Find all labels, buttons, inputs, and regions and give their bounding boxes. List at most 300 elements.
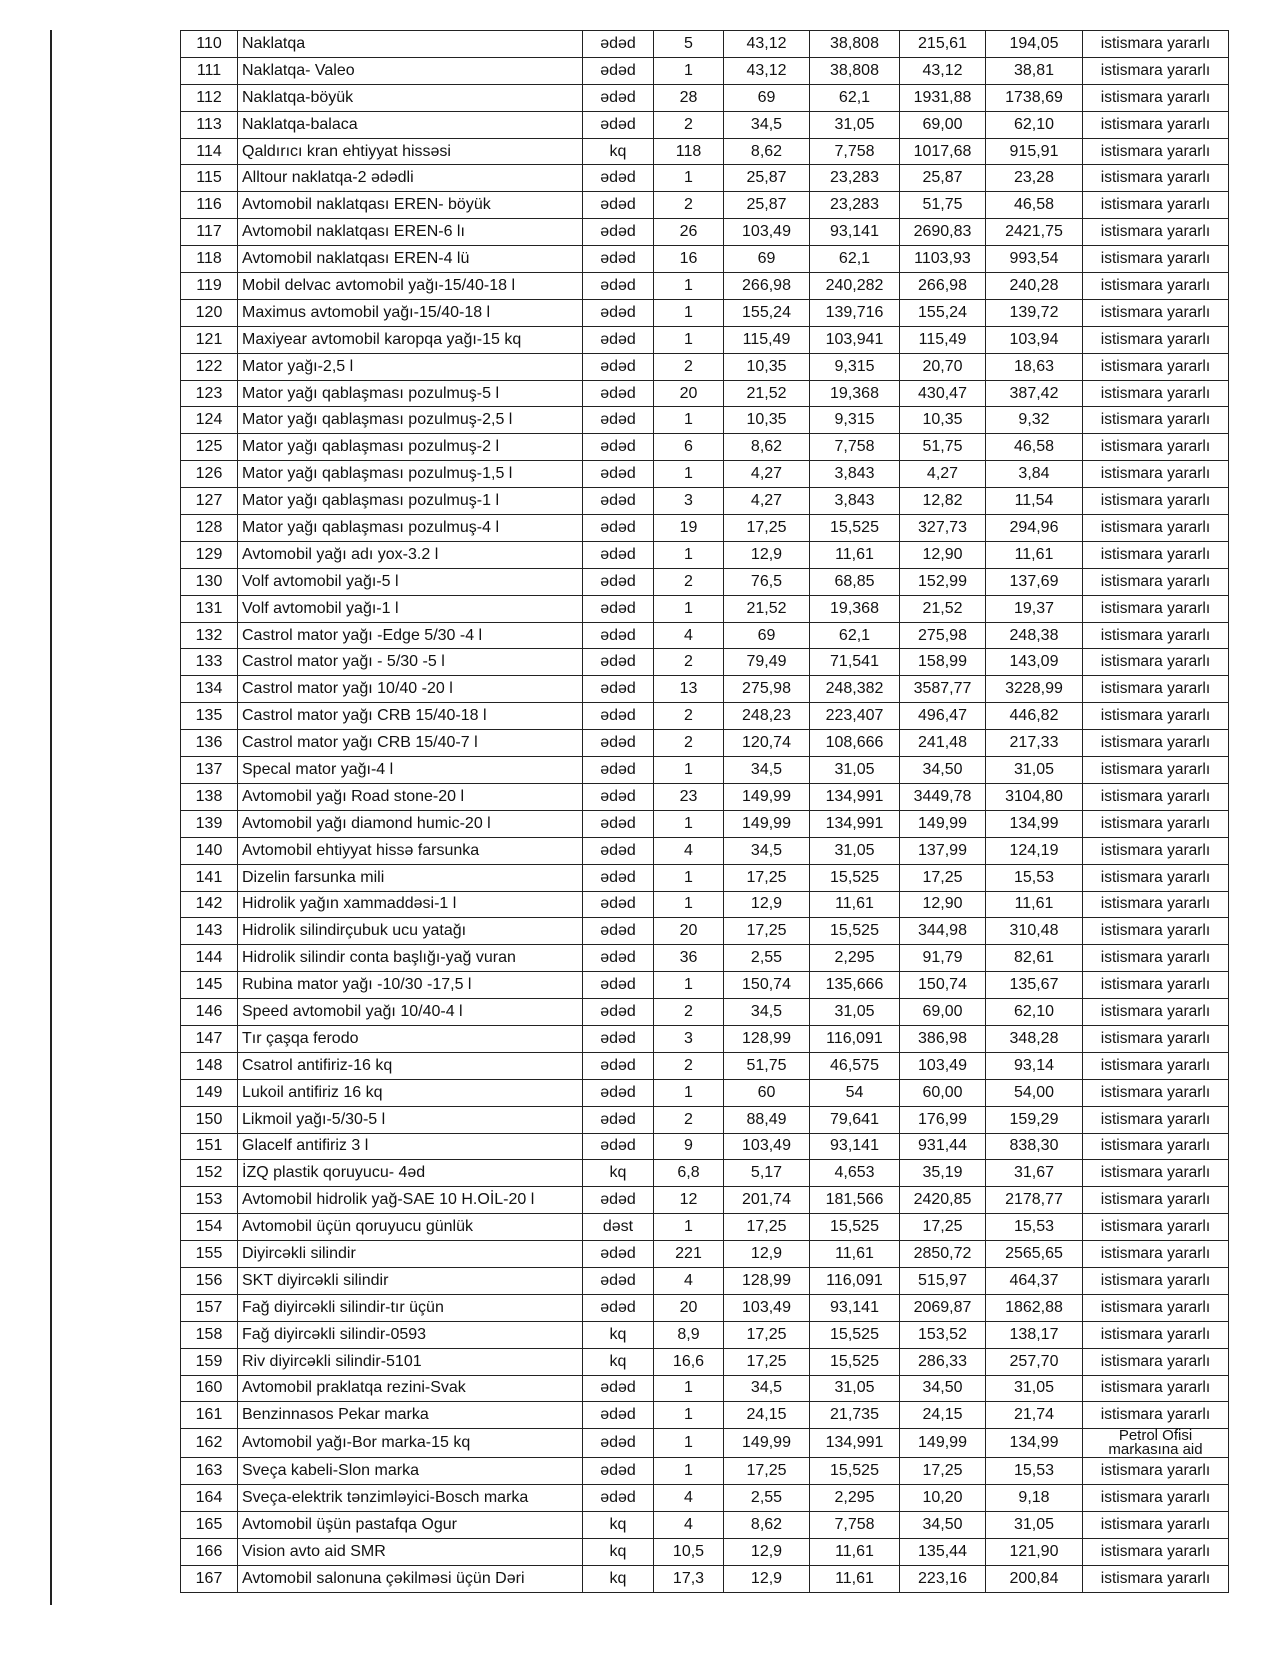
inventory-table-body — [181, 31, 1229, 1593]
cell-unit: ədəd — [583, 1485, 654, 1512]
cell-item-name: Maxiyear avtomobil karopqa yağı-15 kq — [238, 326, 583, 353]
cell-total: 21,52 — [900, 595, 986, 622]
cell-number: 120 — [181, 299, 238, 326]
cell-item-name: Avtomobil naklatqası EREN-4 lü — [238, 246, 583, 273]
cell-unit: ədəd — [583, 219, 654, 246]
cell-total: 34,50 — [900, 1512, 986, 1539]
cell-total-adjusted: 121,90 — [986, 1538, 1083, 1565]
cell-unit-price: 17,25 — [724, 515, 810, 542]
cell-number: 156 — [181, 1267, 238, 1294]
cell-number: 129 — [181, 541, 238, 568]
cell-unit-price: 10,35 — [724, 407, 810, 434]
cell-unit-price: 8,62 — [724, 1512, 810, 1539]
cell-quantity: 6,8 — [654, 1160, 724, 1187]
cell-quantity: 1 — [654, 461, 724, 488]
cell-unit-price-adjusted: 11,61 — [810, 541, 900, 568]
cell-number: 136 — [181, 730, 238, 757]
cell-unit: ədəd — [583, 757, 654, 784]
cell-quantity: 20 — [654, 1294, 724, 1321]
cell-total-adjusted: 31,05 — [986, 1375, 1083, 1402]
cell-unit-price: 128,99 — [724, 1267, 810, 1294]
cell-quantity: 2 — [654, 999, 724, 1026]
cell-total-adjusted: 15,53 — [986, 1458, 1083, 1485]
cell-status: istismara yararlı — [1083, 246, 1229, 273]
cell-total: 223,16 — [900, 1565, 986, 1592]
cell-unit-price-adjusted: 62,1 — [810, 622, 900, 649]
cell-total: 2069,87 — [900, 1294, 986, 1321]
cell-unit-price: 88,49 — [724, 1106, 810, 1133]
cell-item-name: Volf avtomobil yağı-1 l — [238, 595, 583, 622]
cell-number: 116 — [181, 192, 238, 219]
cell-status: istismara yararlı — [1083, 1187, 1229, 1214]
cell-unit-price-adjusted: 31,05 — [810, 837, 900, 864]
cell-quantity: 9 — [654, 1133, 724, 1160]
cell-quantity: 6 — [654, 434, 724, 461]
cell-total-adjusted: 257,70 — [986, 1348, 1083, 1375]
inventory-table — [180, 30, 1229, 1593]
cell-unit-price-adjusted: 134,991 — [810, 783, 900, 810]
cell-unit-price: 17,25 — [724, 864, 810, 891]
cell-quantity: 1 — [654, 757, 724, 784]
cell-status: istismara yararlı — [1083, 84, 1229, 111]
cell-total: 515,97 — [900, 1267, 986, 1294]
cell-item-name: Avtomobil naklatqası EREN- böyük — [238, 192, 583, 219]
table-row — [181, 461, 1229, 488]
cell-total-adjusted: 134,99 — [986, 1429, 1083, 1458]
cell-unit-price-adjusted: 240,282 — [810, 273, 900, 300]
cell-total-adjusted: 82,61 — [986, 945, 1083, 972]
cell-item-name: Dizelin farsunka mili — [238, 864, 583, 891]
cell-number: 159 — [181, 1348, 238, 1375]
cell-total: 1017,68 — [900, 138, 986, 165]
cell-total-adjusted: 31,05 — [986, 1512, 1083, 1539]
cell-unit-price-adjusted: 19,368 — [810, 380, 900, 407]
cell-total: 25,87 — [900, 165, 986, 192]
cell-unit: ədəd — [583, 837, 654, 864]
cell-unit-price-adjusted: 15,525 — [810, 1348, 900, 1375]
cell-status: istismara yararlı — [1083, 1133, 1229, 1160]
cell-unit-price-adjusted: 9,315 — [810, 407, 900, 434]
cell-total-adjusted: 103,94 — [986, 326, 1083, 353]
cell-status: istismara yararlı — [1083, 299, 1229, 326]
cell-total-adjusted: 46,58 — [986, 434, 1083, 461]
cell-unit: ədəd — [583, 1079, 654, 1106]
cell-unit-price: 2,55 — [724, 1485, 810, 1512]
cell-unit-price: 155,24 — [724, 299, 810, 326]
cell-unit-price-adjusted: 54 — [810, 1079, 900, 1106]
cell-unit-price-adjusted: 11,61 — [810, 1241, 900, 1268]
cell-status: istismara yararlı — [1083, 757, 1229, 784]
cell-unit: ədəd — [583, 1294, 654, 1321]
cell-total-adjusted: 217,33 — [986, 730, 1083, 757]
cell-total-adjusted: 11,54 — [986, 488, 1083, 515]
cell-item-name: Mator yağı-2,5 l — [238, 353, 583, 380]
cell-item-name: Castrol mator yağı 10/40 -20 l — [238, 676, 583, 703]
table-row — [181, 380, 1229, 407]
cell-unit: kq — [583, 1565, 654, 1592]
cell-number: 153 — [181, 1187, 238, 1214]
cell-unit: ədəd — [583, 273, 654, 300]
cell-unit-price: 34,5 — [724, 757, 810, 784]
cell-number: 163 — [181, 1458, 238, 1485]
cell-total: 69,00 — [900, 111, 986, 138]
cell-total: 386,98 — [900, 1025, 986, 1052]
cell-total-adjusted: 31,67 — [986, 1160, 1083, 1187]
cell-item-name: Mator yağı qablaşması pozulmuş-2,5 l — [238, 407, 583, 434]
cell-total-adjusted: 294,96 — [986, 515, 1083, 542]
cell-unit-price-adjusted: 15,525 — [810, 918, 900, 945]
cell-total-adjusted: 11,61 — [986, 891, 1083, 918]
cell-item-name: Speed avtomobil yağı 10/40-4 l — [238, 999, 583, 1026]
cell-total: 103,49 — [900, 1052, 986, 1079]
cell-total-adjusted: 159,29 — [986, 1106, 1083, 1133]
cell-unit: ədəd — [583, 407, 654, 434]
cell-quantity: 1 — [654, 1458, 724, 1485]
cell-total-adjusted: 11,61 — [986, 541, 1083, 568]
cell-item-name: Avtomobil praklatqa rezini-Svak — [238, 1375, 583, 1402]
cell-unit-price: 12,9 — [724, 541, 810, 568]
cell-unit-price: 76,5 — [724, 568, 810, 595]
cell-quantity: 1 — [654, 972, 724, 999]
cell-total: 2850,72 — [900, 1241, 986, 1268]
cell-quantity: 1 — [654, 810, 724, 837]
cell-quantity: 2 — [654, 730, 724, 757]
cell-total: 149,99 — [900, 1429, 986, 1458]
cell-number: 164 — [181, 1485, 238, 1512]
cell-unit: ədəd — [583, 246, 654, 273]
cell-status: istismara yararlı — [1083, 891, 1229, 918]
table-row — [181, 407, 1229, 434]
table-row — [181, 972, 1229, 999]
cell-quantity: 19 — [654, 515, 724, 542]
cell-item-name: Volf avtomobil yağı-5 l — [238, 568, 583, 595]
table-row — [181, 219, 1229, 246]
cell-total-adjusted: 23,28 — [986, 165, 1083, 192]
cell-total: 51,75 — [900, 192, 986, 219]
cell-status: istismara yararlı — [1083, 111, 1229, 138]
cell-quantity: 2 — [654, 353, 724, 380]
cell-unit-price: 43,12 — [724, 31, 810, 58]
cell-unit-price: 150,74 — [724, 972, 810, 999]
table-row — [181, 1458, 1229, 1485]
cell-number: 121 — [181, 326, 238, 353]
table-row — [181, 783, 1229, 810]
cell-number: 128 — [181, 515, 238, 542]
cell-quantity: 17,3 — [654, 1565, 724, 1592]
cell-quantity: 12 — [654, 1187, 724, 1214]
cell-total: 69,00 — [900, 999, 986, 1026]
cell-unit-price-adjusted: 9,315 — [810, 353, 900, 380]
cell-number: 152 — [181, 1160, 238, 1187]
cell-status: istismara yararlı — [1083, 138, 1229, 165]
cell-item-name: Alltour naklatqa-2 ədədli — [238, 165, 583, 192]
table-row — [181, 1402, 1229, 1429]
cell-unit-price-adjusted: 68,85 — [810, 568, 900, 595]
cell-unit-price: 34,5 — [724, 999, 810, 1026]
cell-unit-price: 34,5 — [724, 111, 810, 138]
cell-unit: ədəd — [583, 622, 654, 649]
cell-number: 112 — [181, 84, 238, 111]
table-row — [181, 138, 1229, 165]
table-row — [181, 730, 1229, 757]
cell-quantity: 4 — [654, 837, 724, 864]
cell-quantity: 1 — [654, 57, 724, 84]
cell-number: 157 — [181, 1294, 238, 1321]
cell-unit-price: 149,99 — [724, 810, 810, 837]
cell-unit-price: 25,87 — [724, 192, 810, 219]
cell-total: 286,33 — [900, 1348, 986, 1375]
cell-item-name: Naklatqa-balaca — [238, 111, 583, 138]
table-row — [181, 1565, 1229, 1592]
table-row — [181, 891, 1229, 918]
cell-total: 51,75 — [900, 434, 986, 461]
cell-unit: ədəd — [583, 595, 654, 622]
cell-total-adjusted: 387,42 — [986, 380, 1083, 407]
cell-quantity: 1 — [654, 864, 724, 891]
cell-quantity: 3 — [654, 1025, 724, 1052]
table-row — [181, 703, 1229, 730]
cell-status: istismara yararlı — [1083, 730, 1229, 757]
table-row — [181, 1133, 1229, 1160]
cell-quantity: 1 — [654, 1214, 724, 1241]
cell-status: istismara yararlı — [1083, 1402, 1229, 1429]
cell-item-name: Avtomobil hidrolik yağ-SAE 10 H.OİL-20 l — [238, 1187, 583, 1214]
cell-unit-price: 69 — [724, 246, 810, 273]
cell-item-name: Fağ diyircəkli silindir-0593 — [238, 1321, 583, 1348]
cell-number: 139 — [181, 810, 238, 837]
cell-total-adjusted: 240,28 — [986, 273, 1083, 300]
cell-number: 119 — [181, 273, 238, 300]
table-row — [181, 1348, 1229, 1375]
cell-total-adjusted: 993,54 — [986, 246, 1083, 273]
cell-quantity: 1 — [654, 595, 724, 622]
cell-total: 20,70 — [900, 353, 986, 380]
cell-status: istismara yararlı — [1083, 1267, 1229, 1294]
cell-unit-price: 266,98 — [724, 273, 810, 300]
cell-quantity: 10,5 — [654, 1538, 724, 1565]
table-row — [181, 1321, 1229, 1348]
cell-item-name: Mator yağı qablaşması pozulmuş-1,5 l — [238, 461, 583, 488]
cell-unit-price: 4,27 — [724, 461, 810, 488]
table-row — [181, 1052, 1229, 1079]
table-row — [181, 488, 1229, 515]
cell-unit-price-adjusted: 23,283 — [810, 192, 900, 219]
cell-item-name: Hidrolik yağın xammaddəsi-1 l — [238, 891, 583, 918]
cell-total: 12,82 — [900, 488, 986, 515]
cell-total: 91,79 — [900, 945, 986, 972]
cell-unit-price-adjusted: 15,525 — [810, 864, 900, 891]
cell-item-name: Castrol mator yağı CRB 15/40-7 l — [238, 730, 583, 757]
cell-unit: kq — [583, 1512, 654, 1539]
table-row — [181, 1485, 1229, 1512]
cell-total-adjusted: 446,82 — [986, 703, 1083, 730]
cell-total: 17,25 — [900, 1458, 986, 1485]
cell-unit-price-adjusted: 7,758 — [810, 434, 900, 461]
cell-total: 34,50 — [900, 1375, 986, 1402]
cell-unit-price: 275,98 — [724, 676, 810, 703]
cell-number: 110 — [181, 31, 238, 58]
cell-quantity: 8,9 — [654, 1321, 724, 1348]
cell-unit-price-adjusted: 19,368 — [810, 595, 900, 622]
cell-number: 162 — [181, 1429, 238, 1458]
cell-total-adjusted: 54,00 — [986, 1079, 1083, 1106]
cell-status: istismara yararlı — [1083, 1375, 1229, 1402]
cell-total: 155,24 — [900, 299, 986, 326]
cell-status: istismara yararlı — [1083, 1025, 1229, 1052]
cell-total: 153,52 — [900, 1321, 986, 1348]
cell-quantity: 1 — [654, 1429, 724, 1458]
table-row — [181, 810, 1229, 837]
cell-item-name: Naklatqa- Valeo — [238, 57, 583, 84]
cell-unit: ədəd — [583, 703, 654, 730]
table-row — [181, 1267, 1229, 1294]
cell-total: 135,44 — [900, 1538, 986, 1565]
cell-number: 144 — [181, 945, 238, 972]
cell-number: 114 — [181, 138, 238, 165]
cell-unit-price: 69 — [724, 622, 810, 649]
cell-status: istismara yararlı — [1083, 676, 1229, 703]
cell-status: istismara yararlı — [1083, 1214, 1229, 1241]
cell-status: istismara yararlı — [1083, 837, 1229, 864]
cell-unit-price-adjusted: 2,295 — [810, 1485, 900, 1512]
cell-total: 176,99 — [900, 1106, 986, 1133]
table-row — [181, 353, 1229, 380]
cell-total-adjusted: 18,63 — [986, 353, 1083, 380]
cell-quantity: 1 — [654, 273, 724, 300]
cell-number: 147 — [181, 1025, 238, 1052]
cell-unit-price-adjusted: 31,05 — [810, 999, 900, 1026]
cell-number: 141 — [181, 864, 238, 891]
cell-status: istismara yararlı — [1083, 1079, 1229, 1106]
cell-total-adjusted: 15,53 — [986, 864, 1083, 891]
cell-status: istismara yararlı — [1083, 783, 1229, 810]
cell-total: 43,12 — [900, 57, 986, 84]
cell-status: istismara yararlı — [1083, 568, 1229, 595]
cell-item-name: Castrol mator yağı CRB 15/40-18 l — [238, 703, 583, 730]
cell-status: istismara yararlı — [1083, 515, 1229, 542]
cell-number: 167 — [181, 1565, 238, 1592]
table-row — [181, 1538, 1229, 1565]
cell-item-name: Avtomobil yağı diamond humic-20 l — [238, 810, 583, 837]
cell-unit-price: 103,49 — [724, 219, 810, 246]
cell-unit: dəst — [583, 1214, 654, 1241]
cell-quantity: 28 — [654, 84, 724, 111]
cell-status: istismara yararlı — [1083, 1106, 1229, 1133]
cell-unit: ədəd — [583, 783, 654, 810]
cell-unit-price-adjusted: 15,525 — [810, 1458, 900, 1485]
cell-unit-price: 34,5 — [724, 1375, 810, 1402]
cell-unit-price: 17,25 — [724, 1458, 810, 1485]
cell-unit: ədəd — [583, 111, 654, 138]
cell-unit-price-adjusted: 103,941 — [810, 326, 900, 353]
table-row — [181, 541, 1229, 568]
cell-number: 133 — [181, 649, 238, 676]
table-row — [181, 568, 1229, 595]
cell-unit-price: 120,74 — [724, 730, 810, 757]
cell-item-name: Vision avto aid SMR — [238, 1538, 583, 1565]
table-row — [181, 515, 1229, 542]
cell-item-name: Maximus avtomobil yağı-15/40-18 l — [238, 299, 583, 326]
cell-unit: ədəd — [583, 1106, 654, 1133]
cell-unit: kq — [583, 1538, 654, 1565]
cell-unit-price: 103,49 — [724, 1294, 810, 1321]
cell-item-name: Likmoil yağı-5/30-5 l — [238, 1106, 583, 1133]
cell-total: 12,90 — [900, 541, 986, 568]
cell-unit: ədəd — [583, 515, 654, 542]
cell-status: istismara yararlı — [1083, 1294, 1229, 1321]
cell-number: 122 — [181, 353, 238, 380]
cell-number: 154 — [181, 1214, 238, 1241]
cell-unit: kq — [583, 1321, 654, 1348]
cell-quantity: 2 — [654, 111, 724, 138]
table-row — [181, 1025, 1229, 1052]
cell-status: istismara yararlı — [1083, 1485, 1229, 1512]
cell-unit: ədəd — [583, 192, 654, 219]
cell-item-name: Lukoil antifiriz 16 kq — [238, 1079, 583, 1106]
cell-unit-price-adjusted: 7,758 — [810, 138, 900, 165]
cell-number: 150 — [181, 1106, 238, 1133]
cell-unit: ədəd — [583, 1267, 654, 1294]
cell-status: istismara yararlı — [1083, 864, 1229, 891]
cell-total-adjusted: 464,37 — [986, 1267, 1083, 1294]
cell-item-name: Hidrolik silindirçubuk ucu yatağı — [238, 918, 583, 945]
cell-unit-price-adjusted: 93,141 — [810, 1133, 900, 1160]
cell-total: 150,74 — [900, 972, 986, 999]
cell-total-adjusted: 134,99 — [986, 810, 1083, 837]
cell-unit: ədəd — [583, 1375, 654, 1402]
cell-total: 215,61 — [900, 31, 986, 58]
cell-unit: ədəd — [583, 1052, 654, 1079]
cell-unit-price-adjusted: 108,666 — [810, 730, 900, 757]
cell-number: 117 — [181, 219, 238, 246]
cell-unit-price-adjusted: 62,1 — [810, 84, 900, 111]
cell-item-name: Csatrol antifiriz-16 kq — [238, 1052, 583, 1079]
cell-unit: ədəd — [583, 649, 654, 676]
cell-number: 124 — [181, 407, 238, 434]
cell-total: 24,15 — [900, 1402, 986, 1429]
cell-total: 10,20 — [900, 1485, 986, 1512]
cell-unit-price: 60 — [724, 1079, 810, 1106]
cell-item-name: Avtomobil salonuna çəkilməsi üçün Dəri — [238, 1565, 583, 1592]
cell-number: 111 — [181, 57, 238, 84]
cell-status: istismara yararlı — [1083, 488, 1229, 515]
cell-item-name: İZQ plastik qoruyucu- 4əd — [238, 1160, 583, 1187]
cell-item-name: Mator yağı qablaşması pozulmuş-2 l — [238, 434, 583, 461]
cell-number: 113 — [181, 111, 238, 138]
cell-number: 146 — [181, 999, 238, 1026]
cell-unit-price-adjusted: 11,61 — [810, 1538, 900, 1565]
cell-total-adjusted: 838,30 — [986, 1133, 1083, 1160]
cell-status: istismara yararlı — [1083, 1538, 1229, 1565]
cell-status: istismara yararlı — [1083, 326, 1229, 353]
cell-status: istismara yararlı — [1083, 273, 1229, 300]
cell-total-adjusted: 3,84 — [986, 461, 1083, 488]
cell-total-adjusted: 135,67 — [986, 972, 1083, 999]
cell-unit-price: 12,9 — [724, 1565, 810, 1592]
cell-unit: ədəd — [583, 461, 654, 488]
cell-unit: ədəd — [583, 326, 654, 353]
cell-item-name: SKT diyircəkli silindir — [238, 1267, 583, 1294]
table-row — [181, 837, 1229, 864]
cell-item-name: Tır çaşqa ferodo — [238, 1025, 583, 1052]
cell-quantity: 1 — [654, 541, 724, 568]
cell-item-name: Castrol mator yağı -Edge 5/30 -4 l — [238, 622, 583, 649]
cell-item-name: Rubina mator yağı -10/30 -17,5 l — [238, 972, 583, 999]
cell-unit-price-adjusted: 4,653 — [810, 1160, 900, 1187]
table-row — [181, 757, 1229, 784]
cell-total: 4,27 — [900, 461, 986, 488]
cell-total: 1931,88 — [900, 84, 986, 111]
